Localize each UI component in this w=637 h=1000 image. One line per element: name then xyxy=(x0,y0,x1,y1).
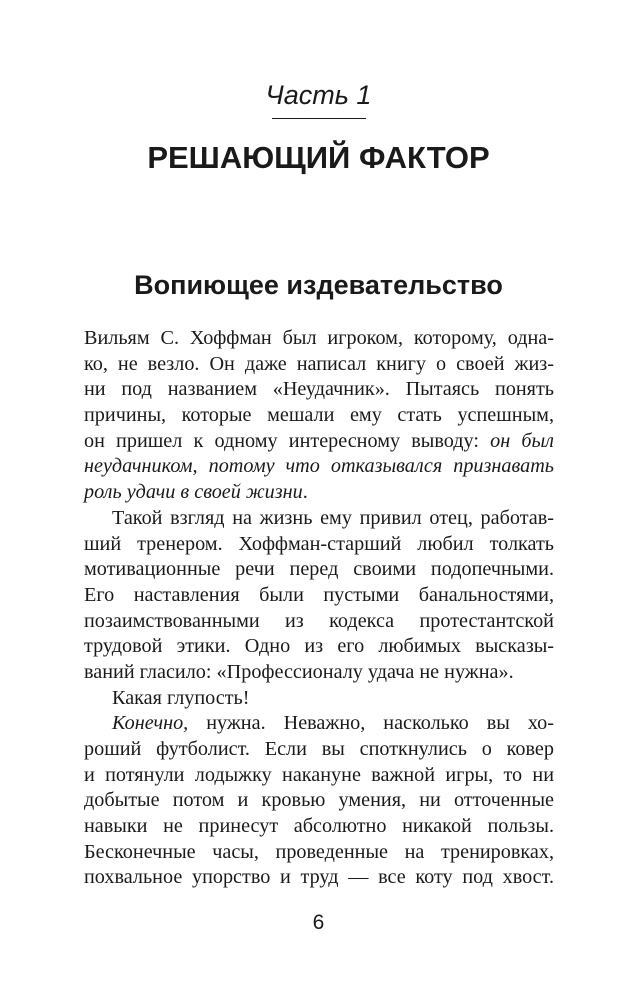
italic-span: роль удачи в своей жизни xyxy=(84,481,303,504)
text-span: . xyxy=(302,481,308,504)
italic-span: Конечно, xyxy=(112,712,189,735)
part-label-underline xyxy=(272,118,366,119)
text-line: трудовой этики. Одно из его любимых высказы- xyxy=(84,635,554,658)
text-line: ко, не везло. Он даже написал книгу о своей жиз- xyxy=(84,352,554,375)
text-line xyxy=(84,480,554,506)
text-line xyxy=(84,429,554,455)
text-line: ший тренером. Хоффман-старший любил толкать xyxy=(84,532,554,555)
part-title: РЕШАЮЩИЙ ФАКТОР xyxy=(147,140,490,175)
text-line: неудачником, потому что отказывался признавать xyxy=(84,455,554,478)
text-span: он пришел к одному интересному выводу: xyxy=(84,429,491,452)
text-line: Его наставления были пустыми банальностями, xyxy=(84,583,554,606)
text-line: навыки не принесут абсолютно никакой пользы. xyxy=(84,815,554,838)
text-line: Бесконечные часы, проведенные на тренировках, xyxy=(84,840,554,863)
text-line: ваний гласило: «Профессионалу удача не нужна». xyxy=(84,660,514,683)
text-line: и потянули лодыжку накануне важной игры, то ни xyxy=(84,763,554,786)
text-line xyxy=(84,711,554,737)
text-line: Какая глупость! xyxy=(112,686,250,709)
text-line: похвальное упорство и труд — все коту под хвост. xyxy=(84,866,554,889)
body-text xyxy=(84,326,554,891)
text-span: нужна. Неважно, насколько вы хо- xyxy=(188,712,554,735)
italic-span: он был xyxy=(490,429,554,452)
text-line: позаимствованными из кодекса протестантской xyxy=(84,609,554,632)
section-title: Вопиющее издевательство xyxy=(134,270,503,300)
text-line: причины, которые мешали ему стать успешным, xyxy=(84,404,554,427)
text-line: добытые потом и кровью умения, ни отточенные xyxy=(84,789,554,812)
text-line: Вильям С. Хоффман был игроком, которому, одна- xyxy=(84,327,554,349)
text-line: ни под названием «Неудачник». Пытаясь понять xyxy=(84,378,554,401)
text-line: роший футболист. Если вы споткнулись о ковер xyxy=(84,738,554,760)
page-number: 6 xyxy=(312,911,325,934)
text-line: мотивационные речи перед своими подопечными. xyxy=(84,558,554,581)
part-label: Часть 1 xyxy=(265,80,372,110)
text-line: Такой взгляд на жизнь ему привил отец, работав- xyxy=(112,506,554,529)
